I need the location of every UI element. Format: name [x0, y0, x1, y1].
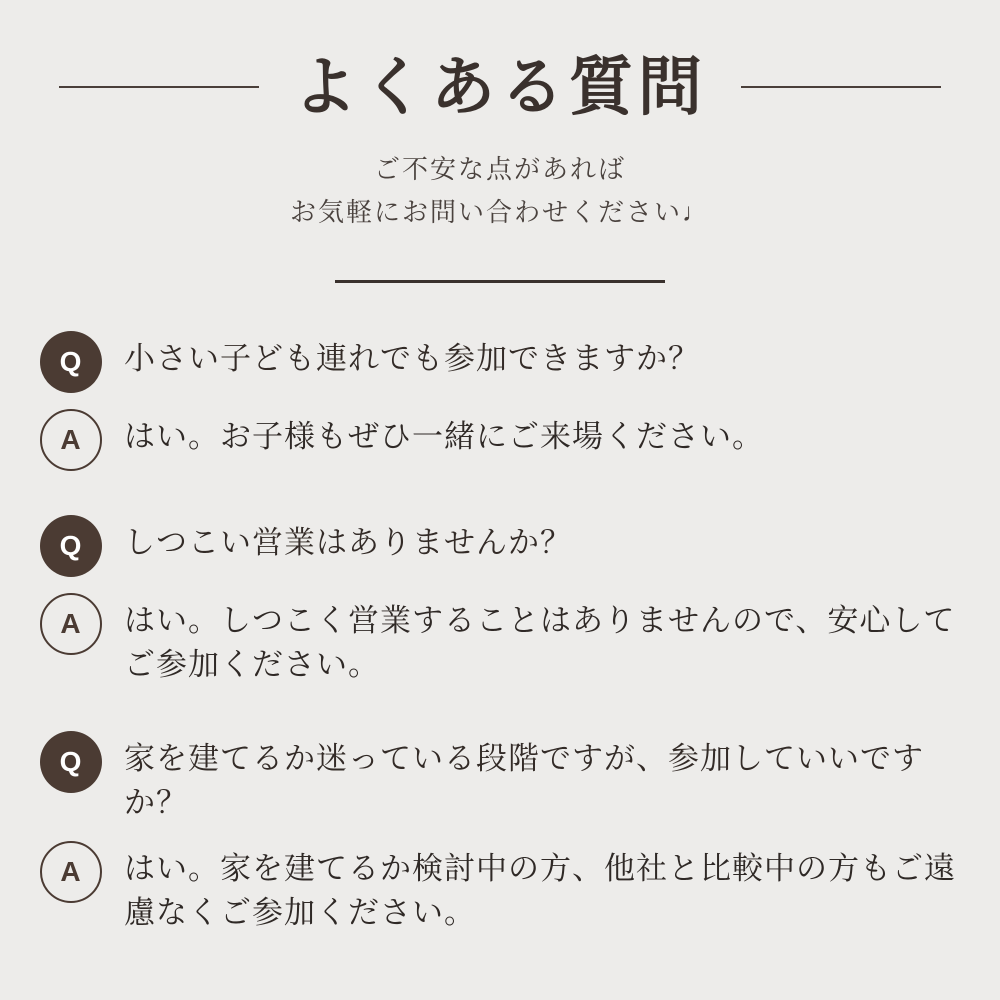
faq-answer-row: [40, 593, 956, 687]
faq-question-text: しつこい営業はありませんか？: [124, 525, 572, 561]
page-title: よくある質問: [293, 51, 707, 123]
faq-answer-row: [40, 841, 956, 935]
faq-answer-text: はい。お子様もぜひ一緒にご来場ください。: [124, 419, 764, 455]
faq-question-text: 家を建てるか迷っている段階ですが、参加していいですか？: [124, 741, 924, 821]
faq-question-row: [40, 515, 956, 577]
title-row: [0, 52, 1000, 122]
subtitle-line-2: お気軽にお問い合わせください♩: [289, 197, 710, 228]
faq-item: [40, 515, 956, 687]
faq-list: [0, 331, 1000, 935]
faq-answer-text: はい。しつこく営業することはありませんので、安心してご参加ください。: [124, 603, 956, 683]
faq-item: [40, 731, 956, 935]
answer-badge: A: [40, 409, 102, 471]
divider-wrap: [0, 280, 1000, 283]
title-rule-left: [59, 86, 259, 88]
faq-question-row: [40, 331, 956, 393]
section-divider: [335, 280, 665, 283]
question-badge: Q: [40, 731, 102, 793]
title-rule-right: [741, 86, 941, 88]
answer-badge: A: [40, 841, 102, 903]
faq-question-row: [40, 731, 956, 825]
faq-answer-text: はい。家を建てるか検討中の方、他社と比較中の方もご遠慮なくご参加ください。: [124, 851, 956, 931]
subtitle-line-1: ご不安な点があれば: [373, 154, 626, 185]
page-subtitle: [0, 148, 1000, 234]
page-header: [0, 0, 1000, 283]
faq-answer-row: [40, 409, 956, 471]
faq-item: [40, 331, 956, 471]
question-badge: Q: [40, 515, 102, 577]
question-badge: Q: [40, 331, 102, 393]
faq-question-text: 小さい子ども連れでも参加できますか？: [124, 341, 700, 377]
answer-badge: A: [40, 593, 102, 655]
